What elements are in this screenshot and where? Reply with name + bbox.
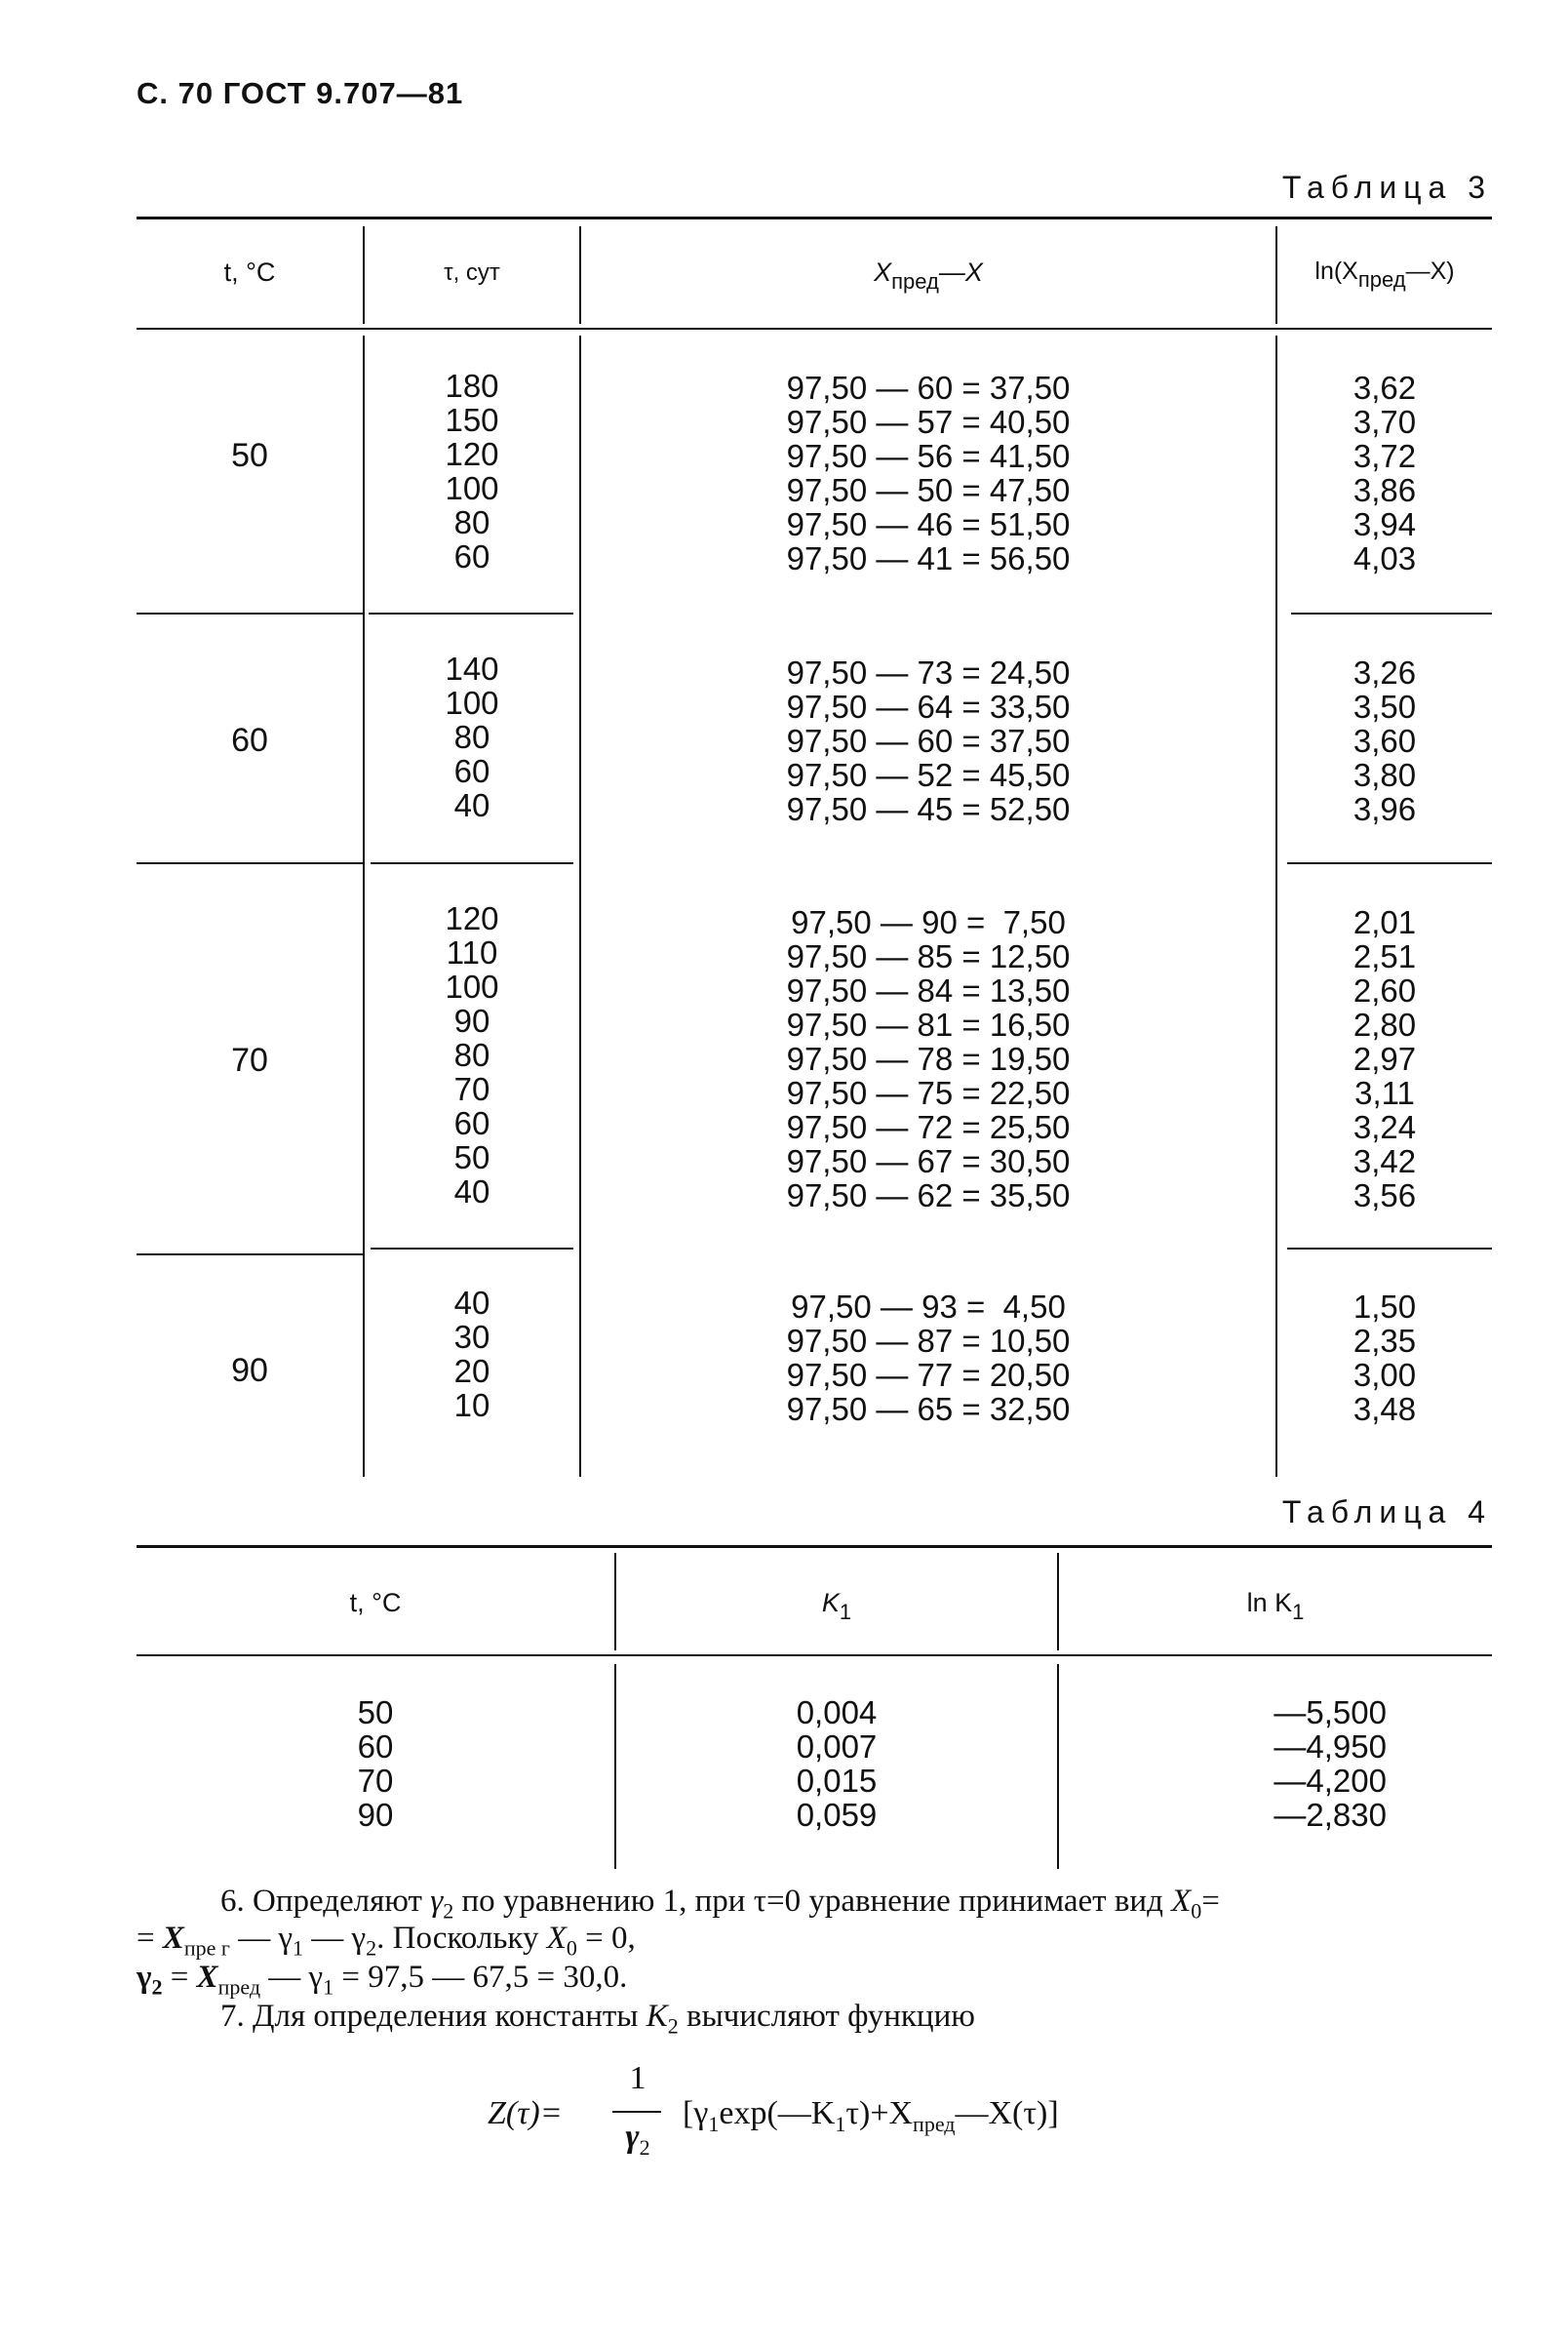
formula-body: $[\gamma_1\exp(—K_1\tau)+X_{пред}—X(\tau)]$ <box>683 2095 1059 2136</box>
formula-denominator: $\gamma_2$ <box>625 2119 650 2160</box>
table3-tau-70: 120 110 100 90 80 70 60 50 40 <box>445 900 499 1210</box>
table4-lnk-values: —5,500 —4,950 —4,200 —2,830 <box>1274 1694 1387 1833</box>
table3-header-diff: $X_{пред}—X$ <box>874 258 983 294</box>
paragraph-6-line2: = $X_{пре г}$ — $\gamma_1$ — $\gamma_2$. Поскольку $X_0 = 0$, <box>137 1921 636 1961</box>
table4-header-k1: $K_1$ <box>821 1588 852 1624</box>
table3-ln-60: 3,26 3,50 3,60 3,80 3,96 <box>1352 655 1417 827</box>
table3-tau-90: 40 30 20 10 <box>453 1285 490 1423</box>
table3-group-rule <box>1291 613 1492 615</box>
table4-t-values: 50 60 70 90 <box>357 1694 394 1833</box>
formula-lhs: Z(τ)= <box>488 2095 563 2131</box>
table3-group-rule <box>137 1253 363 1255</box>
table3-t-50: 50 <box>231 437 268 474</box>
table3-diff-90: 97,50 — 93 = 4,50 97,50 — 87 = 10,50 97,50 — 77 = 20,50 97,50 — 65 = 32,50 <box>786 1289 1071 1427</box>
table3-group-rule <box>371 862 573 864</box>
table4-header-lnk: $\ln K_1$ <box>1246 1588 1305 1624</box>
table3-t-90: 90 <box>231 1352 268 1389</box>
table3-t-60: 60 <box>231 722 268 759</box>
table3-t-70: 70 <box>231 1042 268 1079</box>
page-header: С. 70 ГОСТ 9.707—81 <box>137 76 464 110</box>
table3-header-ln: $\ln(X_{пред}—X)$ <box>1314 258 1455 292</box>
table3-header-rule <box>137 328 1492 330</box>
formula-fraction-bar <box>612 2111 661 2113</box>
table3-ln-70: 2,01 2,51 2,60 2,80 2,97 3,11 3,24 3,42 3,56 <box>1352 904 1417 1213</box>
table3-tau-50: 180 150 120 100 80 60 <box>445 368 499 575</box>
table3-ln-50: 3,62 3,70 3,72 3,86 3,94 4,03 <box>1352 370 1417 576</box>
table3-group-rule <box>137 613 363 615</box>
paragraph-6-line3: $\gamma_2 = X_{пред}$ — $\gamma_1 = 97,5$ — 67,5 = 30,0. <box>137 1960 628 2000</box>
table3-header-t: t, °C <box>223 258 276 287</box>
table3-group-rule <box>369 613 573 615</box>
table3-caption: Таблица 3 <box>1281 170 1492 205</box>
table3-diff-50: 97,50 — 60 = 37,50 97,50 — 57 = 40,50 97,50 — 56 = 41,50 97,50 — 50 = 47,50 97,50 — 46 = 51,50 97,50 — 41 = 56,50 <box>786 370 1071 576</box>
table3-group-rule <box>1287 1248 1492 1250</box>
table3-diff-60: 97,50 — 73 = 24,50 97,50 — 64 = 33,50 97,50 — 60 = 37,50 97,50 — 52 = 45,50 97,50 — 45 = 52,50 <box>786 655 1071 827</box>
table3-group-rule <box>371 1248 573 1250</box>
table3-group-rule <box>1287 862 1492 864</box>
table3-top-rule <box>137 217 1492 219</box>
table3-diff-70: 97,50 — 90 = 7,50 97,50 — 85 = 12,50 97,50 — 84 = 13,50 97,50 — 81 = 16,50 97,50 — 78 = 19,50 97,50 — 75 = 22,50 97,50 — 72 = 25,50 97,50 — 67 = 30,50 97,50 — 62 = 35,50 <box>786 904 1071 1213</box>
table4-header-t: t, °C <box>349 1588 402 1617</box>
paragraph-7: 7. Для определения константы $K_2$ вычисляют функцию <box>220 1999 975 2039</box>
table3-ln-90: 1,50 2,35 3,00 3,48 <box>1352 1289 1417 1427</box>
table4-caption: Таблица 4 <box>1281 1494 1492 1529</box>
table4-k1-values: 0,004 0,007 0,015 0,059 <box>796 1694 878 1833</box>
table3-header-tau: τ, сут <box>444 259 500 286</box>
table4-header-rule <box>137 1654 1492 1656</box>
formula-numerator: 1 <box>629 2060 647 2096</box>
paragraph-6: 6. Определяют $\gamma_2$ по уравнению 1, при τ=0 уравнение принимает вид $X_0=$ <box>220 1884 1220 1924</box>
table4-top-rule <box>137 1545 1492 1548</box>
table3-tau-60: 140 100 80 60 40 <box>445 651 499 823</box>
table3-group-rule <box>137 862 363 864</box>
